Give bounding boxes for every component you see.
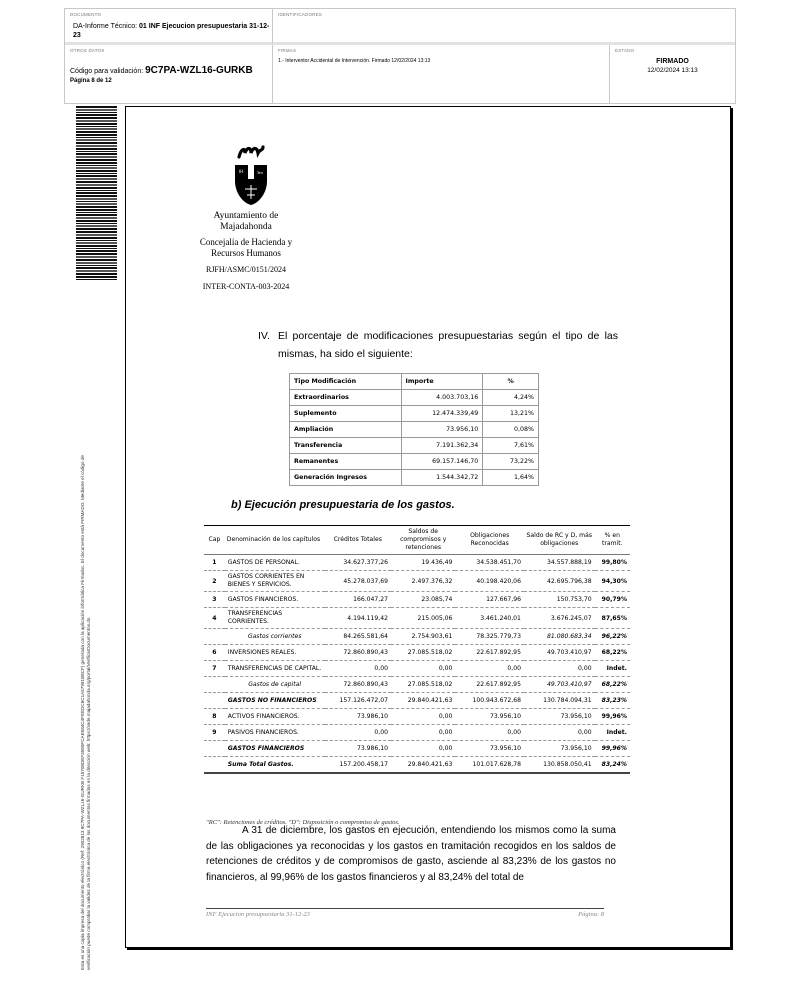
table-row xyxy=(204,592,630,608)
cell-pct-tramit: 68,22% xyxy=(595,677,630,693)
cell-tipo: Ampliación xyxy=(290,422,402,438)
cell-saldos: 0,00 xyxy=(391,661,455,677)
barcode xyxy=(76,106,117,276)
cell-denominacion: INVERSIONES REALES. xyxy=(225,645,325,661)
barcode-bar xyxy=(76,270,117,272)
cell-saldo-rcd: 0,00 xyxy=(524,661,595,677)
cell-importe: 69.157.146,70 xyxy=(401,454,483,470)
cell-pct: 0,08% xyxy=(483,422,539,438)
cell-saldo-rcd: 130.858.050,41 xyxy=(524,757,595,774)
cell-creditos: 4.194.119,42 xyxy=(325,608,391,629)
otros-datos-label: OTROS DATOS xyxy=(70,48,105,53)
cell-tipo: Suplemento xyxy=(290,406,402,422)
cell-denominacion: Gastos corrientes xyxy=(225,629,325,645)
barcode-bar xyxy=(76,175,117,177)
table-row xyxy=(290,406,539,422)
table-row xyxy=(204,725,630,741)
cell-tipo: Transferencia xyxy=(290,438,402,454)
barcode-bar xyxy=(76,123,117,125)
cell-creditos: 73.986,10 xyxy=(325,709,391,725)
firmas-cell xyxy=(273,45,610,103)
document-page xyxy=(125,106,731,948)
barcode-bar xyxy=(76,170,117,172)
barcode-bar xyxy=(76,276,117,278)
cell-saldos: 29.840.421,63 xyxy=(391,757,455,774)
barcode-bar xyxy=(76,131,117,133)
header-pct: % xyxy=(483,374,539,390)
barcode-bar xyxy=(76,134,117,136)
header-saldos: Saldos de compromisos y retenciones xyxy=(391,526,455,555)
cell-cap xyxy=(204,693,225,709)
cell-cap xyxy=(204,757,225,774)
documento-title xyxy=(73,22,272,40)
documento-label: DOCUMENTO xyxy=(70,12,102,17)
cell-saldos: 215.005,06 xyxy=(391,608,455,629)
body-paragraph-block xyxy=(206,823,616,885)
cell-cap xyxy=(204,741,225,757)
footer-page-number: Página: 8 xyxy=(578,911,604,918)
barcode-bar xyxy=(76,148,117,150)
cell-creditos: 0,00 xyxy=(325,661,391,677)
barcode-bar xyxy=(76,223,117,224)
validation-code-value: 9C7PA-WZL16-GURKB xyxy=(145,65,253,76)
cell-denominacion: ACTIVOS FINANCIEROS. xyxy=(225,709,325,725)
identificadores-label: IDENTIFICADORES xyxy=(278,12,323,17)
barcode-bar xyxy=(76,139,117,141)
barcode-bar xyxy=(76,117,117,119)
table-row xyxy=(290,438,539,454)
cell-denominacion: GASTOS CORRIENTES EN BIENES Y SERVICIOS. xyxy=(225,571,325,592)
status-date: 12/02/2024 13:13 xyxy=(647,67,698,74)
cell-saldos: 29.840.421,63 xyxy=(391,693,455,709)
cell-creditos: 72.860.890,43 xyxy=(325,677,391,693)
cell-saldo-rcd: 42.695.796,38 xyxy=(524,571,595,592)
documento-cell xyxy=(65,9,273,45)
letterhead xyxy=(186,211,306,292)
cell-obligaciones: 0,00 xyxy=(455,661,524,677)
cell-cap: 3 xyxy=(204,592,225,608)
documento-title-bold: 01 INF Ejecucion presupuestaria 31-12-23 xyxy=(73,23,270,39)
header-obligaciones: Obligaciones Reconocidas xyxy=(455,526,524,555)
cell-denominacion: TRANSFERENCIAS DE CAPITAL. xyxy=(225,661,325,677)
table-row-total xyxy=(204,757,630,774)
cell-pct: 4,24% xyxy=(483,390,539,406)
cell-saldos: 2.754.903,61 xyxy=(391,629,455,645)
table-row-sub xyxy=(204,629,630,645)
cell-tipo: Remanentes xyxy=(290,454,402,470)
cell-pct: 7,61% xyxy=(483,438,539,454)
cell-pct: 13,21% xyxy=(483,406,539,422)
barcode-bar xyxy=(76,159,117,161)
barcode-bar xyxy=(76,142,117,144)
cell-saldos: 27.085.518,02 xyxy=(391,677,455,693)
barcode-bar xyxy=(76,253,117,255)
cell-cap: 6 xyxy=(204,645,225,661)
verification-side-text xyxy=(80,300,92,970)
barcode-bar xyxy=(76,240,117,241)
cell-creditos: 73.986,10 xyxy=(325,741,391,757)
cell-importe: 4.003.703,16 xyxy=(401,390,483,406)
cell-pct-tramit: 83,23% xyxy=(595,693,630,709)
barcode-bar xyxy=(76,203,117,205)
svg-text:Ten: Ten xyxy=(257,171,263,175)
cell-pct-tramit: Indet. xyxy=(595,725,630,741)
cell-cap: 8 xyxy=(204,709,225,725)
cell-pct-tramit: 83,24% xyxy=(595,757,630,774)
barcode-bar xyxy=(76,167,117,169)
cell-denominacion: GASTOS NO FINANCIEROS xyxy=(225,693,325,709)
barcode-bar xyxy=(76,217,117,219)
barcode-bar xyxy=(76,184,117,186)
otros-datos-cell xyxy=(65,45,273,103)
barcode-bar xyxy=(76,209,117,211)
header-tipo: Tipo Modificación xyxy=(290,374,402,390)
barcode-bar xyxy=(76,128,117,130)
gastos-table xyxy=(204,525,630,774)
status-badge: FIRMADO xyxy=(656,58,689,65)
section-iv-number: IV. xyxy=(258,330,270,342)
cell-saldo-rcd: 3.676.245,07 xyxy=(524,608,595,629)
modificaciones-table xyxy=(289,373,539,486)
barcode-bar xyxy=(76,279,117,280)
cell-creditos: 45.278.037,69 xyxy=(325,571,391,592)
table-row xyxy=(204,661,630,677)
barcode-bar xyxy=(76,109,117,111)
barcode-bar xyxy=(76,126,117,127)
barcode-bar xyxy=(76,234,117,236)
barcode-bar xyxy=(76,112,117,113)
cell-pct-tramit: 99,80% xyxy=(595,555,630,571)
body-paragraph: A 31 de diciembre, los gastos en ejecución, entendiendo los mismos como la suma de las obligaciones ya reconocidas y los gastos en tramitación recogidos en los saldos de retenciones de créditos y de compromisos de gasto, asciende al 83,23% de los gastos no financieros, al 99,96% de los gastos financieros y al 83,24% del total de xyxy=(206,825,616,883)
cell-pct-tramit: 90,79% xyxy=(595,592,630,608)
barcode-bar xyxy=(76,248,117,249)
barcode-bar xyxy=(76,220,117,222)
cell-saldos: 23.085,74 xyxy=(391,592,455,608)
cell-creditos: 0,00 xyxy=(325,725,391,741)
cell-saldos: 27.085.518,02 xyxy=(391,645,455,661)
cell-denominacion: GASTOS FINANCIEROS xyxy=(225,741,325,757)
barcode-bar xyxy=(76,250,117,252)
cell-tipo: Generación Ingresos xyxy=(290,470,402,486)
barcode-bar xyxy=(76,178,117,180)
barcode-bar xyxy=(76,206,117,208)
cell-saldo-rcd: 73.956,10 xyxy=(524,741,595,757)
cell-cap: 9 xyxy=(204,725,225,741)
cell-importe: 12.474.339,49 xyxy=(401,406,483,422)
cell-obligaciones: 100.943.672,68 xyxy=(455,693,524,709)
cell-saldo-rcd: 130.784.094,31 xyxy=(524,693,595,709)
header-creditos: Créditos Totales xyxy=(325,526,391,555)
cell-obligaciones: 127.667,96 xyxy=(455,592,524,608)
barcode-bar xyxy=(76,198,117,200)
cell-cap: 1 xyxy=(204,555,225,571)
cell-denominacion: GASTOS FINANCIEROS. xyxy=(225,592,325,608)
cell-saldos: 0,00 xyxy=(391,741,455,757)
page-count: Página 8 de 12 xyxy=(70,78,112,84)
barcode-bar xyxy=(76,231,117,233)
barcode-bar xyxy=(76,181,117,183)
barcode-bar xyxy=(76,214,117,216)
cell-pct: 73,22% xyxy=(483,454,539,470)
barcode-bar xyxy=(76,137,117,138)
barcode-bar xyxy=(76,262,117,264)
table-row xyxy=(204,709,630,725)
cell-obligaciones: 40.198.420,06 xyxy=(455,571,524,592)
barcode-bar xyxy=(76,190,117,191)
section-iv xyxy=(258,327,618,363)
table-row xyxy=(204,645,630,661)
cell-pct-tramit: 68,22% xyxy=(595,645,630,661)
cell-saldo-rcd: 81.080.683,34 xyxy=(524,629,595,645)
dept-name-1: Concejalía de Hacienda y xyxy=(199,237,293,247)
barcode-bar xyxy=(76,267,117,269)
cell-creditos: 157.126.472,07 xyxy=(325,693,391,709)
cell-saldos: 0,00 xyxy=(391,725,455,741)
reference-1: RJFH/ASMC/0151/2024 xyxy=(205,265,287,274)
cell-denominacion: Suma Total Gastos. xyxy=(225,757,325,774)
barcode-bar xyxy=(76,273,117,275)
cell-cap: 4 xyxy=(204,608,225,629)
cell-denominacion: PASIVOS FINANCIEROS. xyxy=(225,725,325,741)
validation-code xyxy=(70,65,253,76)
barcode-bar xyxy=(76,145,117,147)
validation-prefix: Código para validación: xyxy=(70,68,146,75)
cell-cap: 7 xyxy=(204,661,225,677)
table-row-bold xyxy=(204,741,630,757)
cell-saldo-rcd: 73.956,10 xyxy=(524,709,595,725)
header-importe: Importe xyxy=(401,374,483,390)
barcode-bar xyxy=(76,242,117,244)
firmas-label: FIRMAS xyxy=(278,48,297,53)
cell-creditos: 72.860.890,43 xyxy=(325,645,391,661)
cell-saldo-rcd: 0,00 xyxy=(524,725,595,741)
barcode-bar xyxy=(76,265,117,266)
cell-creditos: 34.627.377,26 xyxy=(325,555,391,571)
cell-creditos: 84.265.581,64 xyxy=(325,629,391,645)
cell-pct: 1,64% xyxy=(483,470,539,486)
side-text-line-1: Esta es una copia impresa del documento electrónico (Ref: 2902813 9C7PA-WZL16-GURKB F15708DEF3580FCAE584C4FEEDC6C1A57991B8CF) generada con la aplicación informática Firmadoc. El documento está FIRMADO. Mediante el código de xyxy=(80,455,85,970)
cell-obligaciones: 22.617.892,95 xyxy=(455,677,524,693)
barcode-bar xyxy=(76,256,117,258)
cell-importe: 7.191.362,34 xyxy=(401,438,483,454)
cell-obligaciones: 0,00 xyxy=(455,725,524,741)
barcode-bar xyxy=(76,165,117,166)
header-saldo-rcd: Saldo de RC y D, más obligaciones xyxy=(524,526,595,555)
header-denominacion: Denominación de los capítulos xyxy=(225,526,325,555)
cell-pct-tramit: 99,96% xyxy=(595,709,630,725)
barcode-bar xyxy=(76,225,117,227)
cell-denominacion: GASTOS DE PERSONAL. xyxy=(225,555,325,571)
table-row xyxy=(204,571,630,592)
page-footer xyxy=(206,908,604,918)
header-pct-tramit: % en tramit. xyxy=(595,526,630,555)
cell-obligaciones: 22.617.892,95 xyxy=(455,645,524,661)
barcode-bar xyxy=(76,237,117,239)
cell-saldos: 19.436,49 xyxy=(391,555,455,571)
barcode-bar xyxy=(76,151,117,152)
cell-importe: 1.544.342,72 xyxy=(401,470,483,486)
cell-obligaciones: 78.325.779,73 xyxy=(455,629,524,645)
table-row xyxy=(204,608,630,629)
barcode-bar xyxy=(76,245,117,247)
cell-cap xyxy=(204,677,225,693)
table-header-row xyxy=(204,526,630,555)
cell-saldo-rcd: 34.557.888,19 xyxy=(524,555,595,571)
org-name-2: Majadahonda xyxy=(220,222,272,232)
footer-doc-name: INF Ejecucion presupuestaria 31-12-23 xyxy=(206,911,310,918)
cell-tipo: Extraordinarios xyxy=(290,390,402,406)
cell-obligaciones: 3.461.240,01 xyxy=(455,608,524,629)
cell-pct-tramit: Indet. xyxy=(595,661,630,677)
firma-entry: 1.- Interventor Accidental de Intervención. Firmado 12/02/2024 13:13 xyxy=(278,58,431,64)
section-b-title: b) Ejecución presupuestaria de los gastos. xyxy=(231,499,455,511)
barcode-bar xyxy=(76,228,117,230)
table-row-bold xyxy=(204,693,630,709)
cell-creditos: 166.047,27 xyxy=(325,592,391,608)
org-name-1: Ayuntamiento de xyxy=(213,211,279,221)
barcode-bar xyxy=(76,153,117,155)
identificadores-cell xyxy=(273,9,735,45)
cell-pct-tramit: 99,96% xyxy=(595,741,630,757)
side-text-line-2: verificación puede comprobar la validez de la firma electrónica de los documentos firmados en la dirección web: https://sede.majadahonda.org/portal/VerificarDocumentos.do xyxy=(86,617,91,970)
municipal-crest-logo xyxy=(231,143,271,207)
table-row xyxy=(290,390,539,406)
cell-obligaciones: 101.017.628,78 xyxy=(455,757,524,774)
cell-obligaciones: 34.538.451,70 xyxy=(455,555,524,571)
barcode-bar xyxy=(76,212,117,213)
barcode-bar xyxy=(76,201,117,202)
cell-pct-tramit: 96,22% xyxy=(595,629,630,645)
header-cap: Cap xyxy=(204,526,225,555)
barcode-bar xyxy=(76,187,117,189)
barcode-bar xyxy=(76,106,117,108)
barcode-bar xyxy=(76,173,117,174)
barcode-bar xyxy=(76,162,117,164)
cell-cap: 2 xyxy=(204,571,225,592)
cell-obligaciones: 73.956,10 xyxy=(455,709,524,725)
reference-2: INTER-CONTA-003-2024 xyxy=(202,282,290,291)
barcode-bar xyxy=(76,259,117,261)
cell-pct-tramit: 87,65% xyxy=(595,608,630,629)
cell-creditos: 157.200.458,17 xyxy=(325,757,391,774)
cell-saldo-rcd: 49.703.410,97 xyxy=(524,645,595,661)
table-footnote: "RC": Retenciones de créditos. "D": Disposición o compromiso de gastos. xyxy=(206,819,400,826)
dept-name-2: Recursos Humanos xyxy=(211,248,281,258)
table-row xyxy=(290,422,539,438)
cell-importe: 73.956,10 xyxy=(401,422,483,438)
barcode-bar xyxy=(76,192,117,194)
cell-saldos: 2.497.376,32 xyxy=(391,571,455,592)
documento-prefix: DA-Informe Técnico: xyxy=(73,23,140,30)
cell-denominacion: Gastos de capital xyxy=(225,677,325,693)
estado-label: ESTADO xyxy=(615,48,635,53)
table-row xyxy=(204,555,630,571)
svg-text:IH: IH xyxy=(239,169,244,174)
barcode-bar xyxy=(76,156,117,158)
table-row xyxy=(290,470,539,486)
cell-saldos: 0,00 xyxy=(391,709,455,725)
cell-obligaciones: 73.956,10 xyxy=(455,741,524,757)
cell-saldo-rcd: 49.703.410,97 xyxy=(524,677,595,693)
barcode-bar xyxy=(76,114,117,116)
section-iv-text: El porcentaje de modificaciones presupuestarias según el tipo de las mismas, ha sido el siguiente: xyxy=(278,330,618,360)
barcode-bar xyxy=(76,120,117,122)
estado-cell xyxy=(610,45,735,103)
signature-header xyxy=(64,8,736,104)
cell-cap xyxy=(204,629,225,645)
table-row-sub xyxy=(204,677,630,693)
cell-saldo-rcd: 150.753,70 xyxy=(524,592,595,608)
barcode-bar xyxy=(76,195,117,197)
table-header-row xyxy=(290,374,539,390)
table-row xyxy=(290,454,539,470)
cell-denominacion: TRANSFERENCIAS CORRIENTES. xyxy=(225,608,325,629)
cell-pct-tramit: 94,30% xyxy=(595,571,630,592)
